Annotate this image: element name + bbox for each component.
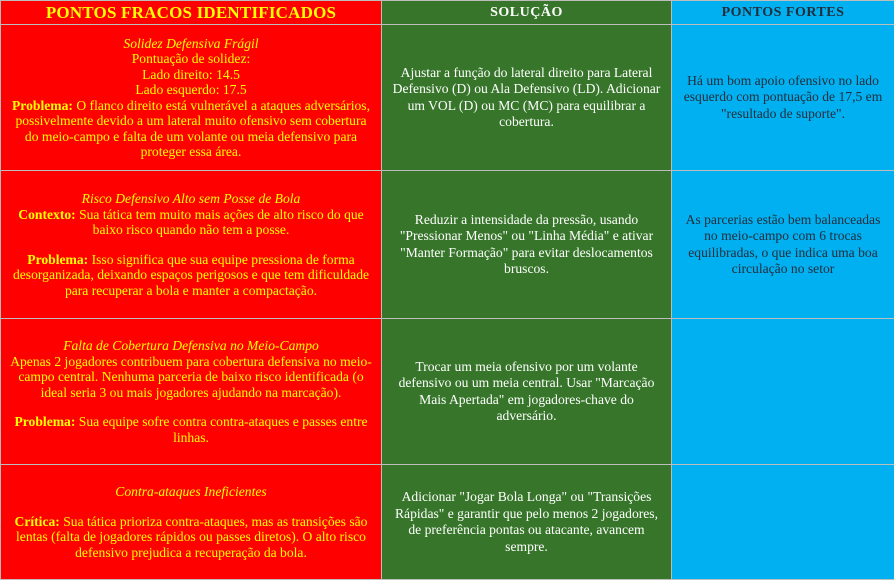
- weak-point-paragraph: [9, 514, 373, 561]
- weak-point-cell: [1, 25, 382, 171]
- weak-point-paragraph: [9, 252, 373, 299]
- spacer: [9, 238, 373, 252]
- strong-point-cell: As parcerias estão bem balanceadas no meio-campo com 6 trocas equilibradas, o que indica uma boa circulação no setor: [672, 171, 894, 319]
- table-row: [1, 171, 894, 319]
- weak-point-title: Contra-ataques Ineficientes: [9, 484, 373, 500]
- weak-point-text: O flanco direito está vulnerável a ataques adversários, possivelmente devido a um lateral muito ofensivo sem cobertura do meio-campo e falta de um volante ou meia defensivo para proteger essa área.: [15, 98, 370, 160]
- header-solution: SOLUÇÃO: [382, 1, 672, 25]
- weak-point-label: Problema:: [12, 98, 73, 113]
- strong-point-cell: [672, 465, 894, 580]
- weak-point-text: Apenas 2 jogadores contribuem para cobertura defensiva no meio-campo central. Nenhuma parceria de baixo risco identificada (o ideal seria 3 ou mais jogadores ajudando na marcação).: [9, 354, 373, 401]
- weak-point-title: Risco Defensivo Alto sem Posse de Bola: [9, 191, 373, 207]
- weak-point-label: Problema:: [14, 414, 75, 429]
- solution-cell: Ajustar a função do lateral direito para Lateral Defensivo (D) ou Ala Defensivo (LD). Adicionar um VOL (D) ou MC (MC) para equilibrar a cobertura.: [382, 25, 672, 171]
- weak-point-label: Crítica:: [15, 514, 60, 529]
- weak-point-label: Problema:: [27, 252, 88, 267]
- strong-point-cell: [672, 319, 894, 465]
- weak-point-cell: [1, 465, 382, 580]
- weak-point-text: Sua tática tem muito mais ações de alto risco do que baixo risco quando não tem a posse.: [76, 207, 364, 238]
- weak-point-paragraph: [9, 207, 373, 238]
- weak-point-text: Isso significa que sua equipe pressiona de forma desorganizada, deixando espaços perigosos e que tem dificuldade para recuperar a bola e manter a compactação.: [13, 252, 369, 298]
- header-weak-points: PONTOS FRACOS IDENTIFICADOS: [1, 1, 382, 25]
- spacer: [9, 500, 373, 514]
- weak-point-paragraph: [9, 414, 373, 445]
- weak-point-line: Pontuação de solidez:: [9, 51, 373, 67]
- weak-point-label: Contexto:: [18, 207, 75, 222]
- solution-cell: Adicionar "Jogar Bola Longa" ou "Transições Rápidas" e garantir que pelo menos 2 jogadores, de preferência pontas ou atacante, avancem sempre.: [382, 465, 672, 580]
- table-row: [1, 25, 894, 171]
- spacer: [9, 400, 373, 414]
- weak-point-text: Sua tática prioriza contra-ataques, mas as transições são lentas (falta de jogadores rápidos ou passes diretos). O alto risco defensivo prejudica a recuperação da bola.: [16, 514, 367, 560]
- weak-point-cell: [1, 319, 382, 465]
- weak-point-line: Lado direito: 14.5: [9, 67, 373, 83]
- weak-point-text: Sua equipe sofre contra contra-ataques e passes entre linhas.: [75, 414, 367, 445]
- table-row: [1, 465, 894, 580]
- strong-point-cell: Há um bom apoio ofensivo no lado esquerdo com pontuação de 17,5 em "resultado de suporte".: [672, 25, 894, 171]
- weak-point-line: Lado esquerdo: 17.5: [9, 82, 373, 98]
- weak-point-cell: [1, 171, 382, 319]
- header-strong-points: PONTOS FORTES: [672, 1, 894, 25]
- solution-cell: Trocar um meia ofensivo por um volante defensivo ou um meia central. Usar "Marcação Mais Apertada" em jogadores-chave do adversário.: [382, 319, 672, 465]
- table-row: [1, 319, 894, 465]
- header-row: [1, 1, 894, 25]
- solution-cell: Reduzir a intensidade da pressão, usando "Pressionar Menos" ou "Linha Média" e ativar "Manter Formação" para evitar deslocamentos bruscos.: [382, 171, 672, 319]
- weak-point-title: Falta de Cobertura Defensiva no Meio-Campo: [9, 338, 373, 354]
- weak-point-title: Solidez Defensiva Frágil: [9, 36, 373, 52]
